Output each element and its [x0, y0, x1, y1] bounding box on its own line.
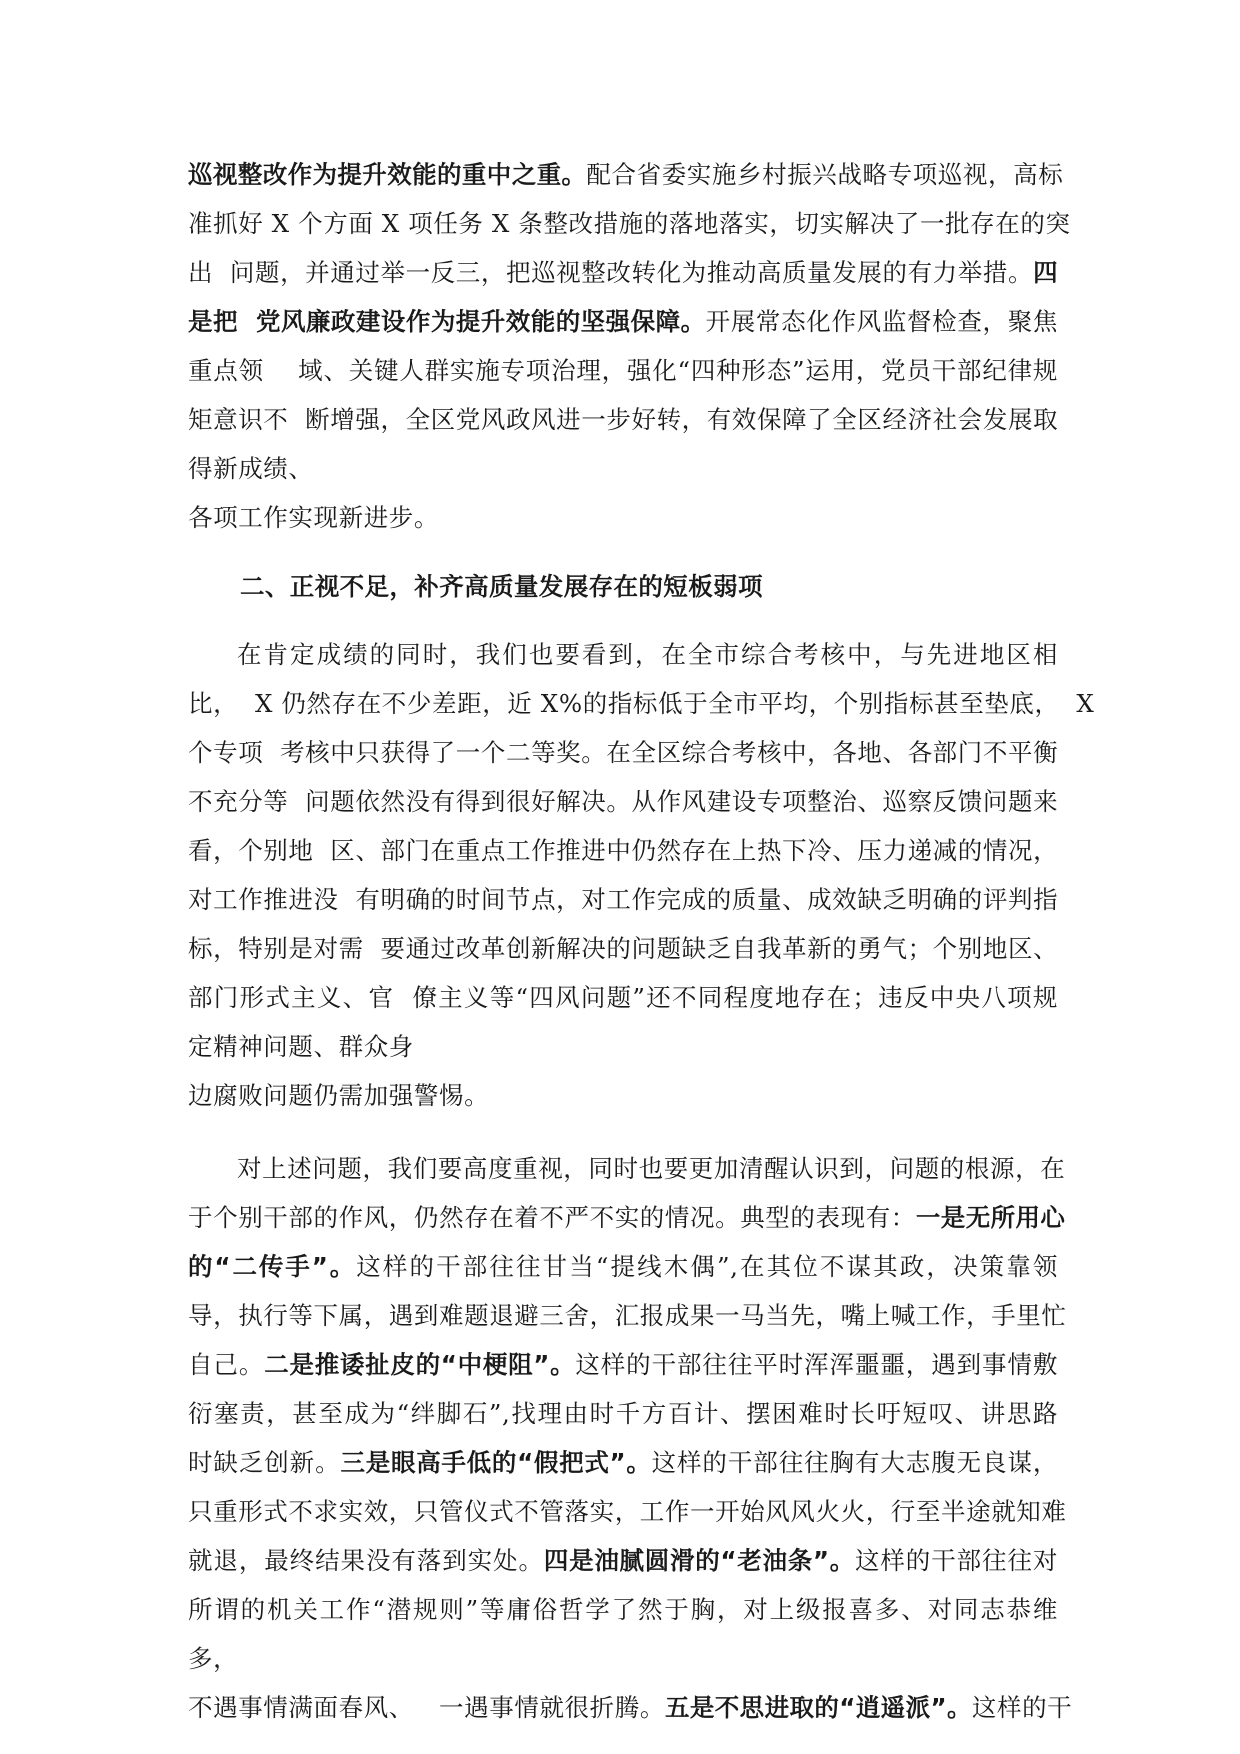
text-line: 标，特别是对需 要通过改革创新解决的问题缺乏自我革新的勇气；个别地区、 — [188, 934, 1059, 963]
text-run: 时缺乏创新。 — [188, 1448, 341, 1477]
bold-phrase: 的“二传手”。 — [188, 1252, 357, 1281]
text-line: 比， X 仍然存在不少差距，近 X%的指标低于全市平均，个别指标甚至垫底， X — [188, 689, 1095, 718]
text-line — [188, 1340, 1058, 1389]
bold-phrase: 一是无所用心 — [915, 1203, 1066, 1232]
text-line: 准抓好 X 个方面 X 项任务 X 条整改措施的落地落实，切实解决了一批存在的突 — [188, 209, 1071, 238]
text-line: 个专项 考核中只获得了一个二等奖。在全区综合考核中，各地、各部门不平衡 — [188, 738, 1059, 767]
text-line: 矩意识不 断增强，全区党风政风进一步好转，有效保障了全区经济社会发展取 — [188, 405, 1059, 434]
paragraph-1 — [188, 150, 1071, 542]
text-run: 自己。 — [188, 1350, 265, 1379]
paragraph-3 — [188, 1144, 1073, 1732]
text-line — [188, 1683, 1073, 1732]
text-line: 各项工作实现新进步。 — [188, 503, 439, 532]
text-line: 边腐败问题仍需加强警惕。 — [188, 1081, 490, 1110]
text-line — [188, 248, 1058, 297]
text-line: 在肯定成绩的同时，我们也要看到，在全市综合考核中，与先进地区相 — [237, 640, 1058, 669]
text-line: 导，执行等下属，遇到难题退避三舍，汇报成果一马当先，嘴上喊工作，手里忙 — [188, 1301, 1067, 1330]
text-run: 开展常态化作风监督检查，聚焦 — [705, 307, 1058, 336]
text-line: 对工作推进没 有明确的时间节点，对工作完成的质量、成效缺乏明确的评判指 — [188, 885, 1059, 914]
text-line: 多， — [188, 1644, 239, 1673]
text-run: 这样的干部往往胸有大志腹无良谋， — [651, 1448, 1058, 1477]
text-line: 得新成绩、 — [188, 454, 314, 483]
document-body — [188, 150, 1095, 1732]
text-line: 看，个别地 区、部门在重点工作推进中仍然存在上热下冷、压力递减的情况， — [188, 836, 1059, 865]
bold-phrase: 是把 党风廉政建设作为提升效能的坚强保障。 — [188, 307, 706, 336]
text-line: 只重形式不求实效，只管仪式不管落实，工作一开始风风火火，行至半途就知难 — [188, 1497, 1067, 1526]
text-run: 不遇事情满面春风、 一遇事情就很折腾。 — [188, 1693, 665, 1722]
text-line: 不充分等 问题依然没有得到很好解决。从作风建设专项整治、巡察反馈问题来 — [188, 787, 1059, 816]
text-line: 部门形式主义、官 僚主义等“四风问题”还不同程度地存在；违反中央八项规 — [188, 983, 1058, 1012]
paragraph-2 — [188, 630, 1095, 1120]
text-run: 就退，最终结果没有落到实处。 — [188, 1546, 544, 1575]
bold-phrase: 三是眼高手低的“假把式”。 — [340, 1448, 652, 1477]
text-run: 这样的干部往往甘当“提线木偶”,在其位不谋其政，决策靠领 — [356, 1252, 1058, 1281]
text-line: 定精神问题、群众身 — [188, 1032, 414, 1061]
text-line — [188, 1242, 1058, 1291]
text-run: 出 问题，并通过举一反三，把巡视整改转化为推动高质量发展的有力举措。 — [188, 258, 1034, 287]
text-line: 重点领 域、关键人群实施专项治理，强化“四种形态”运用，党员干部纪律规 — [188, 356, 1058, 385]
text-line — [188, 297, 1058, 346]
text-run: 这样的干部往往对 — [854, 1546, 1058, 1575]
text-run: 配合省委实施乡村振兴战略专项巡视，高标 — [586, 160, 1064, 189]
text-run: 于个别干部的作风，仍然存在着不严不实的情况。典型的表现有： — [188, 1203, 916, 1232]
text-line: 所谓的机关工作“潜规则”等庸俗哲学了然于胸，对上级报喜多、对同志恭维 — [188, 1595, 1058, 1624]
paragraph-gap — [188, 1120, 1058, 1144]
bold-phrase: 四是油腻圆滑的“老油条”。 — [543, 1546, 855, 1575]
bold-phrase: 二是推诿扯皮的“中梗阻”。 — [264, 1350, 576, 1379]
text-line — [188, 1536, 1058, 1585]
text-run: 这样的干部往往平时浑浑噩噩，遇到事情敷 — [575, 1350, 1058, 1379]
text-line: 衍塞责，甚至成为“绊脚石”,找理由时千方百计、摆困难时长吁短叹、讲思路 — [188, 1399, 1058, 1428]
section-heading: 二、正视不足，补齐高质量发展存在的短板弱项 — [240, 572, 763, 601]
bold-phrase: 五是不思进取的“逍遥派”。 — [664, 1693, 972, 1722]
text-line: 对上述问题，我们要高度重视，同时也要更加清醒认识到，问题的根源，在 — [237, 1154, 1066, 1183]
text-run: 这样的干 — [971, 1693, 1073, 1722]
text-line — [188, 1193, 1066, 1242]
text-line — [188, 150, 1064, 199]
text-line — [188, 1438, 1058, 1487]
bold-phrase: 巡视整改作为提升效能的重中之重。 — [188, 160, 587, 189]
bold-phrase: 四 — [1033, 258, 1058, 287]
